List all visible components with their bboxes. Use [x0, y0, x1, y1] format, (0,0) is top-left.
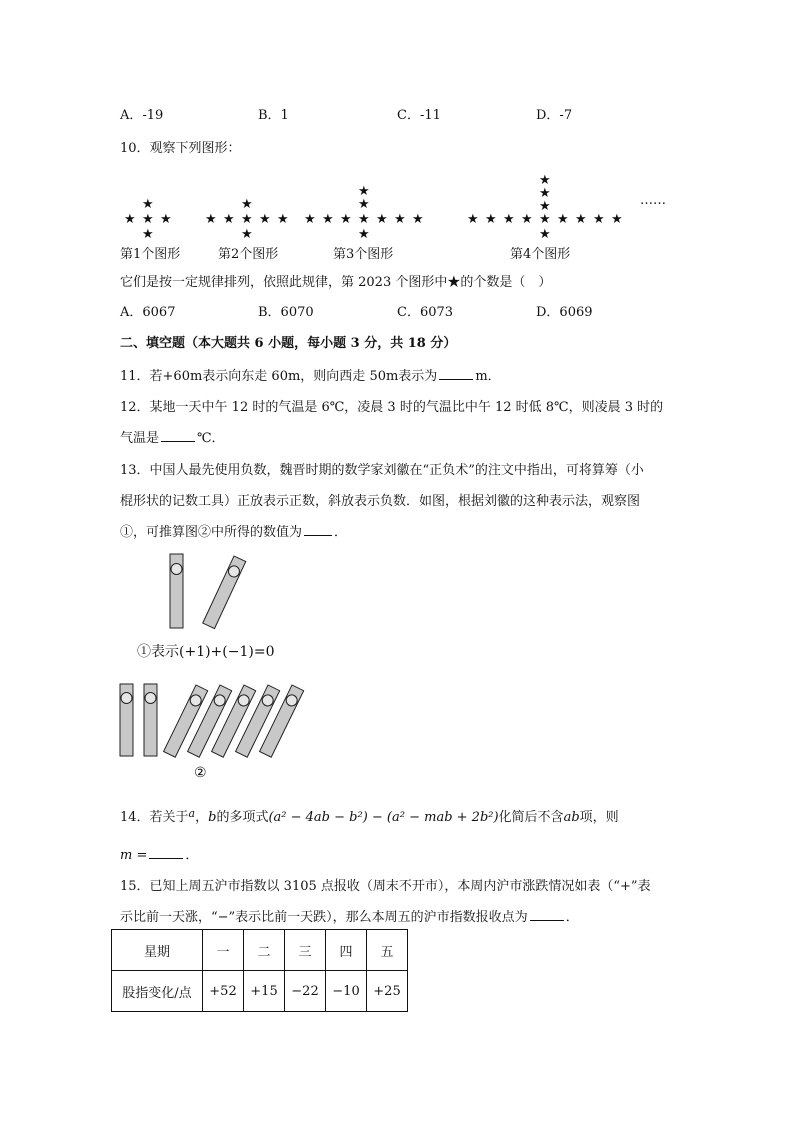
q12-line2 — [120, 427, 225, 446]
figure-label-4: 第4个图形 — [510, 247, 571, 262]
star-icon: ★ — [394, 212, 406, 227]
star-icon: ★ — [304, 212, 316, 227]
star-icon: ★ — [205, 212, 217, 227]
answer-blank — [530, 919, 564, 921]
answer-blank — [304, 534, 332, 536]
star-icon: ★ — [259, 212, 271, 227]
q13-line3 — [120, 521, 347, 540]
star-icon: ★ — [503, 212, 515, 227]
q15-end: ． — [565, 910, 579, 925]
star-icon: ★ — [539, 186, 551, 201]
star-icon: ★ — [277, 212, 289, 227]
table-header-cell: 三 — [285, 930, 326, 971]
upright-rod — [170, 554, 183, 628]
star-icon: ★ — [575, 212, 587, 227]
q12-unit: ℃． — [197, 431, 225, 446]
table-cell: −22 — [285, 971, 326, 1012]
star-icon: ★ — [223, 212, 235, 227]
table-row-label: 股指变化/点 — [112, 971, 203, 1012]
table-header-cell: 星期 — [112, 930, 203, 971]
q14-end: 项，则 — [579, 810, 619, 825]
term-ab: ab — [563, 810, 580, 825]
q10-stem: 10．观察下列图形： — [120, 141, 241, 156]
table-cell: +52 — [203, 971, 244, 1012]
counting-rods-figure-1 — [160, 548, 260, 632]
table-header-cell: 一 — [203, 930, 244, 971]
q12-line1: 12．某地一天中午 12 时的气温是 6℃，凌晨 3 时的气温比中午 12 时低 8℃，则凌晨 3 时的 — [120, 400, 664, 415]
section-title: 二、填空题（本大题共 6 小题，每小题 3 分，共 18 分） — [120, 336, 457, 351]
q12-text: 气温是 — [120, 431, 160, 446]
q10-option-d: D．6069 — [536, 305, 593, 320]
var-a: a — [188, 807, 196, 820]
star-icon: ★ — [241, 227, 253, 242]
table-cell: −10 — [326, 971, 367, 1012]
table-cell: +25 — [367, 971, 408, 1012]
q10-option-c: C．6073 — [397, 305, 454, 320]
star-icon: ★ — [241, 197, 253, 212]
upright-rod — [120, 684, 133, 756]
star-icon: ★ — [521, 212, 533, 227]
star-icon: ★ — [539, 173, 551, 188]
answer-blank — [149, 857, 183, 859]
q10-option-b: B．6070 — [258, 305, 314, 320]
star-icon: ★ — [539, 199, 551, 214]
figure-label-1: 第1个图形 — [120, 247, 181, 262]
slanted-rod — [203, 556, 246, 629]
q13-line2: 棍形状的记数工具）正放表示正数，斜放表示负数．如图，根据刘徽的这种表示法，观察图 — [120, 494, 641, 509]
star-icon: ★ — [160, 212, 172, 227]
polynomial-expression: (a² − 4ab − b²) − (a² − mab + 2b²) — [268, 810, 499, 825]
star-icon: ★ — [358, 197, 370, 212]
figure-1-caption: ①表示(+1)+(−1)=0 — [137, 644, 275, 660]
ellipsis: …… — [640, 193, 666, 208]
star-icon: ★ — [358, 184, 370, 199]
q15-line2 — [120, 906, 579, 925]
table-header-cell: 二 — [244, 930, 285, 971]
star-icon: ★ — [124, 212, 136, 227]
star-icon: ★ — [557, 212, 569, 227]
q9-option-d: D．-7 — [536, 108, 573, 123]
q9-option-b: B．1 — [258, 108, 289, 123]
index-change-table — [111, 929, 408, 1012]
var-b: b — [208, 810, 217, 825]
star-icon: ★ — [467, 212, 479, 227]
star-icon: ★ — [611, 212, 623, 227]
q14-comma: ， — [195, 810, 209, 825]
answer-blank — [161, 440, 195, 442]
star-icon: ★ — [322, 212, 334, 227]
figure-2-caption: ② — [194, 765, 207, 781]
star-icon: ★ — [340, 212, 352, 227]
table-header-cell: 四 — [326, 930, 367, 971]
q15-text: 示比前一天涨，“−”表示比前一天跌），那么本周五的沪市指数报收点为 — [120, 910, 528, 925]
q11-unit: m． — [475, 369, 501, 384]
star-icon: ★ — [593, 212, 605, 227]
q14-text3: 化简后不含 — [498, 810, 564, 825]
q9-option-a: A．-19 — [120, 108, 164, 123]
star-icon: ★ — [485, 212, 497, 227]
star-icon: ★ — [358, 212, 370, 227]
q9-option-c: C．-11 — [397, 108, 441, 123]
star-icon: ★ — [358, 227, 370, 242]
m-equals: m = — [120, 848, 148, 863]
counting-rods-figure-2 — [112, 680, 312, 760]
q14-text: 14．若关于 — [120, 810, 189, 825]
q11 — [120, 365, 501, 384]
figure-label-2: 第2个图形 — [218, 247, 279, 262]
star-icon: ★ — [142, 197, 154, 212]
table-cell: +15 — [244, 971, 285, 1012]
answer-blank — [439, 378, 473, 380]
q13-end: ． — [334, 525, 348, 540]
star-icon: ★ — [142, 227, 154, 242]
table-header-cell: 五 — [367, 930, 408, 971]
star-icon: ★ — [539, 212, 551, 227]
q11-text: 11．若+60m表示向东走 60m，则向西走 50m表示为 — [120, 369, 438, 384]
table-row — [112, 971, 408, 1012]
star-icon: ★ — [376, 212, 388, 227]
table-row — [112, 930, 408, 971]
q14-line2: m = ． — [120, 848, 199, 863]
q10-question: 它们是按一定规律排列，依照此规律，第 2023 个图形中★的个数是（ ） — [120, 275, 552, 290]
star-icon: ★ — [539, 227, 551, 242]
star-icon: ★ — [412, 212, 424, 227]
upright-rod — [144, 684, 157, 756]
q13-line1: 13．中国人最先使用负数，魏晋时期的数学家刘徽在“正负术”的注文中指出，可将算筹（小 — [120, 463, 644, 478]
star-icon: ★ — [142, 212, 154, 227]
q10-option-a: A．6067 — [120, 305, 176, 320]
q15-line1: 15．已知上周五沪市指数以 3105 点报收（周末不开市），本周内沪市涨跌情况如表（“+”表 — [120, 879, 651, 894]
q13-text: ①，可推算图②中所得的数值为 — [120, 525, 303, 540]
figure-label-3: 第3个图形 — [333, 247, 394, 262]
star-icon: ★ — [241, 212, 253, 227]
q14-text2: 的多项式 — [216, 810, 269, 825]
q14-line1 — [120, 806, 619, 825]
